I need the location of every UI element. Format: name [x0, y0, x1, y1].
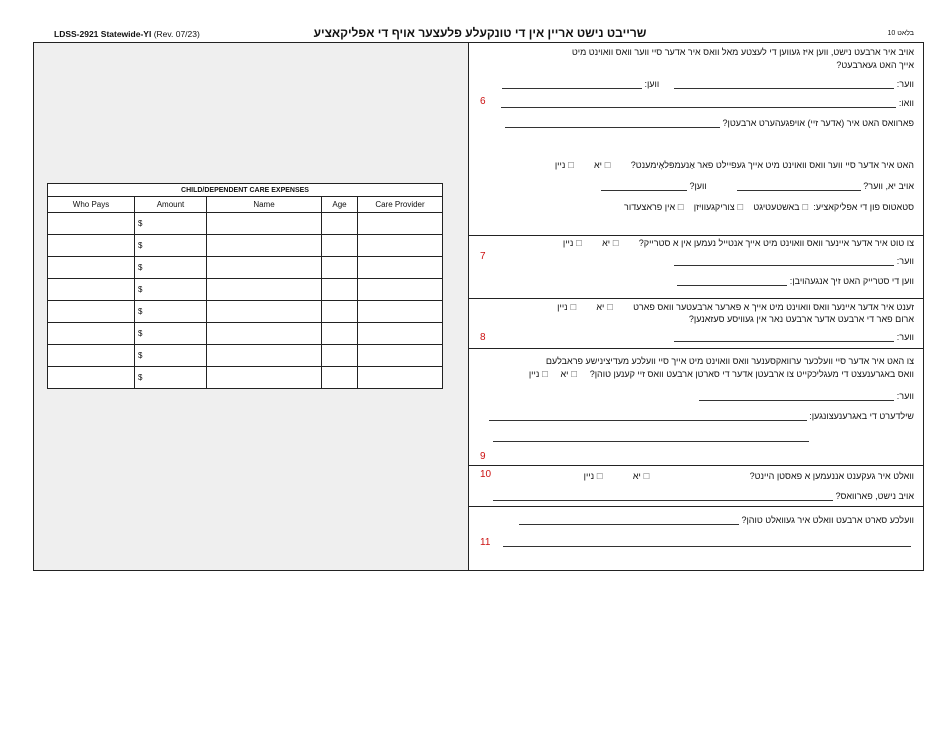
table-cell[interactable] [358, 235, 443, 257]
checkbox-no[interactable]: ☐ [569, 303, 577, 312]
where-field[interactable] [501, 98, 896, 108]
table-cell[interactable] [358, 279, 443, 301]
table-cell[interactable] [207, 213, 322, 235]
q6-ifyes-row: אויב יא, ווער? ווען? [601, 181, 914, 191]
section-9 [469, 349, 924, 466]
section-10 [469, 466, 924, 507]
checkbox-no[interactable]: ☐ [575, 239, 583, 248]
q7-text: צו טוט איר אדער איינער וואס וואוינט מיט אייך אנטייל נעמען אין א סטרייק? ☐יא ☐ניין [562, 238, 914, 248]
who-field[interactable] [699, 391, 894, 401]
page-number: בלאט 10 [887, 30, 914, 37]
table-cell[interactable] [135, 367, 207, 389]
who-field[interactable] [674, 79, 894, 89]
table-cell[interactable] [135, 235, 207, 257]
q9-describe-row: שילדערט די באגרענעצונגען: [489, 411, 914, 421]
ifyes-when-field[interactable] [601, 181, 687, 191]
table-cell[interactable] [135, 279, 207, 301]
section-number: 8 [480, 332, 486, 343]
desired-work-field-2[interactable] [503, 546, 911, 547]
checkbox-no[interactable]: ☐ [541, 370, 549, 379]
q7-who-row: ווער: [674, 256, 914, 266]
q6-unemployment-row: האט איר אדער סיי ווער וואס וואוינט מיט אייך געפיילט פאר אַנעמפּלאָימענט? ☐יא ☐ניין [554, 160, 914, 170]
table-cell[interactable] [135, 345, 207, 367]
col-care-provider: Care Provider [358, 197, 443, 213]
table-cell[interactable] [48, 213, 135, 235]
currency-symbol: $ [138, 329, 143, 338]
section-8 [469, 299, 924, 349]
table-row [48, 257, 443, 279]
q8-text: זענט איר אדער איינער וואס וואוינט מיט אייך א פארער ארבעטער וואס פארט ☐יא ☐ניין [557, 302, 914, 312]
table-row [48, 367, 443, 389]
q8-who-row: ווער: [674, 332, 914, 342]
table-cell[interactable] [322, 235, 358, 257]
table-cell[interactable] [358, 367, 443, 389]
q6-who-row: ווער: ווען: [502, 79, 914, 89]
col-name: Name [207, 197, 322, 213]
table-cell[interactable] [135, 301, 207, 323]
q8-text-2: ארום פאר די ארבעט אדער ארבעט נאר אין געוויסע סעזאנען? [688, 314, 914, 324]
table-row [48, 323, 443, 345]
table-cell[interactable] [207, 235, 322, 257]
checkbox-no[interactable]: ☐ [567, 161, 575, 170]
table-cell[interactable] [322, 323, 358, 345]
q9-text: צו האט איר אדער סיי וועלכער ערוואקסענער וואס וואוינט מיט אייך סיי וועלכע מעדיצינישע פראבלעם [545, 356, 914, 366]
section-number: 7 [480, 251, 486, 262]
q6-status-row: סטאטוס פון די אפליקאציע: ☐באשטעטיגט ☐צוריקגעוויזן ☐אין פראצעדור [624, 202, 914, 212]
checkbox-approved[interactable]: ☐ [801, 203, 809, 212]
currency-symbol: $ [138, 307, 143, 316]
table-cell[interactable] [48, 235, 135, 257]
care-expenses-table [47, 183, 443, 389]
section-number: 9 [480, 451, 486, 462]
when-field[interactable] [502, 79, 642, 89]
table-cell[interactable] [358, 323, 443, 345]
section-number: 6 [480, 96, 486, 107]
checkbox-yes[interactable]: ☐ [642, 472, 651, 481]
table-cell[interactable] [48, 257, 135, 279]
table-cell[interactable] [322, 301, 358, 323]
currency-symbol: $ [138, 219, 143, 228]
table-cell[interactable] [358, 213, 443, 235]
desired-work-field[interactable] [519, 515, 739, 525]
q7-date-row: ווען די סטרייק האט זיך אנגעהויבן: [677, 276, 914, 286]
q10-ifno-row: אויב נישט, פארוואס? [493, 491, 914, 501]
table-row [48, 345, 443, 367]
strike-date-field[interactable] [677, 276, 787, 286]
q9-who-row: ווער: [699, 391, 914, 401]
checkbox-no[interactable]: ☐ [596, 472, 604, 481]
table-cell[interactable] [207, 323, 322, 345]
table-cell[interactable] [322, 213, 358, 235]
table-cell[interactable] [48, 345, 135, 367]
table-caption: CHILD/DEPENDENT CARE EXPENSES [48, 184, 443, 197]
table-cell[interactable] [48, 367, 135, 389]
table-row [48, 279, 443, 301]
section-number: 11 [480, 537, 491, 548]
currency-symbol: $ [138, 351, 143, 360]
table-cell[interactable] [135, 213, 207, 235]
table-cell[interactable] [48, 279, 135, 301]
q11-text: וועלכע סארט ארבעט וואלט איר געוואלט טוהן? [519, 515, 914, 525]
section-11 [469, 507, 924, 570]
section-6 [469, 43, 924, 236]
q6-why-row: פארוואס האט איר (אדער זיי) אויפגעהערט ארבעטן? [505, 118, 914, 128]
table-cell[interactable] [322, 257, 358, 279]
limitations-field-2[interactable] [493, 441, 809, 442]
checkbox-denied[interactable]: ☐ [736, 203, 744, 212]
checkbox-yes[interactable]: ☐ [606, 303, 614, 312]
page-title: שרייבט נישט אריין אין די טונקעלע פלעצער אויף די אפליקאציע [313, 26, 647, 40]
col-age: Age [322, 197, 358, 213]
table-cell[interactable] [358, 257, 443, 279]
checkbox-yes[interactable]: ☐ [612, 239, 620, 248]
table-row [48, 213, 443, 235]
why-field[interactable] [505, 118, 720, 128]
section-7 [469, 236, 924, 299]
table-cell[interactable] [48, 323, 135, 345]
currency-symbol: $ [138, 285, 143, 294]
table-cell[interactable] [358, 301, 443, 323]
why-not-field[interactable] [493, 491, 833, 501]
currency-symbol: $ [138, 373, 143, 382]
checkbox-yes[interactable]: ☐ [604, 161, 612, 170]
checkbox-yes[interactable]: ☐ [570, 370, 578, 379]
checkbox-pending[interactable]: ☐ [677, 203, 685, 212]
table-cell[interactable] [48, 301, 135, 323]
table-cell[interactable] [135, 323, 207, 345]
limitations-field[interactable] [489, 411, 807, 421]
who-field[interactable] [674, 256, 894, 266]
q6-where-row: וואו: [501, 98, 914, 108]
table-cell[interactable] [207, 367, 322, 389]
q6-text: אויב איר ארבעט נישט, ווען איז געווען די לעצטע מאל וואס איר אדער סיי ווער וואס וואוינט מיט [571, 47, 914, 57]
who-field[interactable] [674, 332, 894, 342]
table-cell[interactable] [358, 345, 443, 367]
currency-symbol: $ [138, 241, 143, 250]
q10-text: וואלט איר געקענט אננעמען א פאסטן היינט? ☐יא ☐ניין [583, 471, 914, 481]
section-number: 10 [480, 469, 492, 480]
table-cell[interactable] [322, 367, 358, 389]
currency-symbol: $ [138, 263, 143, 272]
col-amount: Amount [135, 197, 207, 213]
q9-text-2: וואס באגרענעצט די מעגליכקייט צו ארבעטן אדער די סארטן ארבעט וואס זיי קענען טוהן? ☐יא ☐ניין [528, 369, 914, 379]
q6-text-2: אייך האט געארבעט? [836, 60, 914, 70]
table-row [48, 301, 443, 323]
table-cell[interactable] [207, 279, 322, 301]
table-cell[interactable] [207, 257, 322, 279]
table-row [48, 235, 443, 257]
table-cell[interactable] [135, 257, 207, 279]
table-cell[interactable] [322, 345, 358, 367]
table-cell[interactable] [322, 279, 358, 301]
table-cell[interactable] [207, 345, 322, 367]
table-cell[interactable] [207, 301, 322, 323]
form-id: LDSS-2921 Statewide-YI (Rev. 07/23) [54, 29, 200, 39]
col-who-pays: Who Pays [48, 197, 135, 213]
ifyes-who-field[interactable] [737, 181, 861, 191]
